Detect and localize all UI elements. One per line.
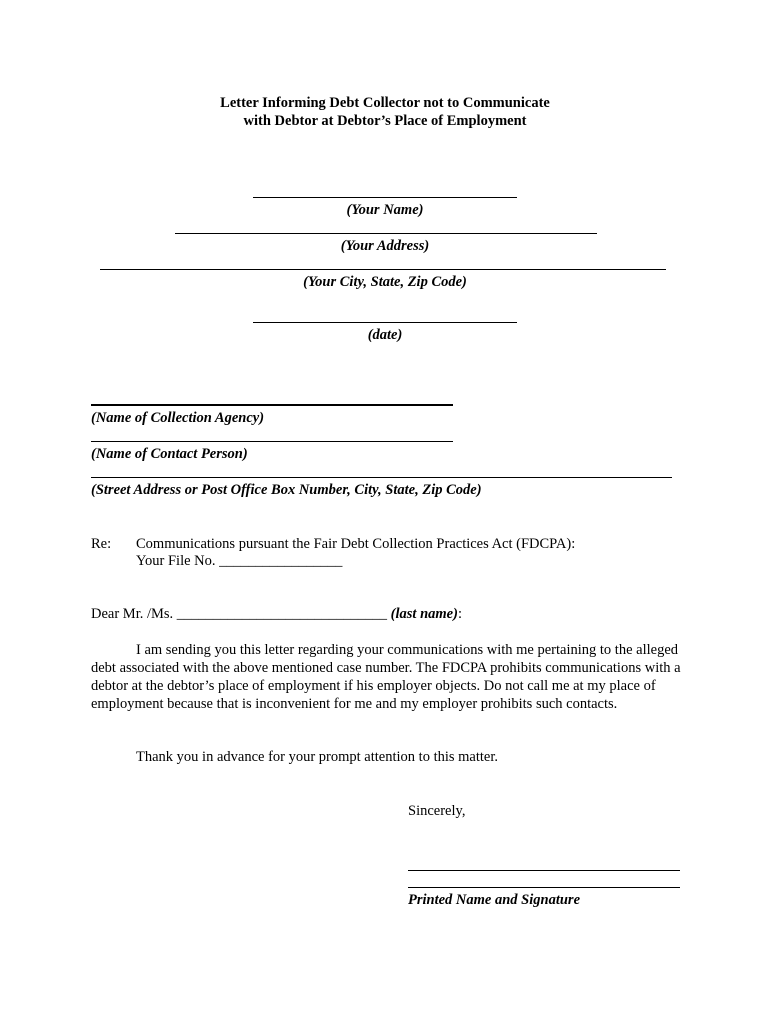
collection-agency-label: (Name of Collection Agency) <box>91 410 265 426</box>
title-line-1: Letter Informing Debt Collector not to Communicate <box>220 95 550 111</box>
closing-sincerely: Sincerely, <box>408 803 466 819</box>
signature-line-2 <box>408 887 680 888</box>
salutation-suffix: : <box>457 606 462 622</box>
recipient-address-line <box>91 477 672 478</box>
your-city-line <box>100 269 666 270</box>
your-name-line <box>253 197 517 198</box>
date-label: (date) <box>367 327 403 343</box>
body-paragraph-1: I am sending you this letter regarding your communications with me pertaining to the alleged debt associated with the above mentioned case number. The FDCPA prohibits communications with a debtor at the debtor’s place of employment if his employer objects. Do not call me at my place of employment because that is inconvenient for me and my employer prohibits such contacts. <box>91 642 681 712</box>
salutation-prefix: Dear Mr. /Ms. _____________________________ <box>91 606 391 622</box>
your-city-label: (Your City, State, Zip Code) <box>303 274 467 290</box>
signature-line-1 <box>408 870 680 871</box>
salutation-last-name: (last name) <box>390 606 458 622</box>
re-label: Re: <box>91 536 112 552</box>
title-line-2: with Debtor at Debtor’s Place of Employment <box>243 113 527 129</box>
contact-person-line <box>91 441 453 442</box>
signature-label: Printed Name and Signature <box>408 892 581 908</box>
your-address-label: (Your Address) <box>340 238 430 254</box>
re-subject: Communications pursuant the Fair Debt Collection Practices Act (FDCPA): <box>136 536 576 552</box>
collection-agency-line <box>91 404 453 406</box>
date-line <box>253 322 517 323</box>
re-file-number: Your File No. _________________ <box>136 553 343 569</box>
body-paragraph-2: Thank you in advance for your prompt attention to this matter. <box>136 749 499 765</box>
your-address-line <box>175 233 597 234</box>
document-title <box>0 94 770 130</box>
recipient-address-label: (Street Address or Post Office Box Number, City, State, Zip Code) <box>91 482 482 498</box>
contact-person-label: (Name of Contact Person) <box>91 446 248 462</box>
salutation <box>91 605 462 623</box>
your-name-label: (Your Name) <box>346 202 424 218</box>
